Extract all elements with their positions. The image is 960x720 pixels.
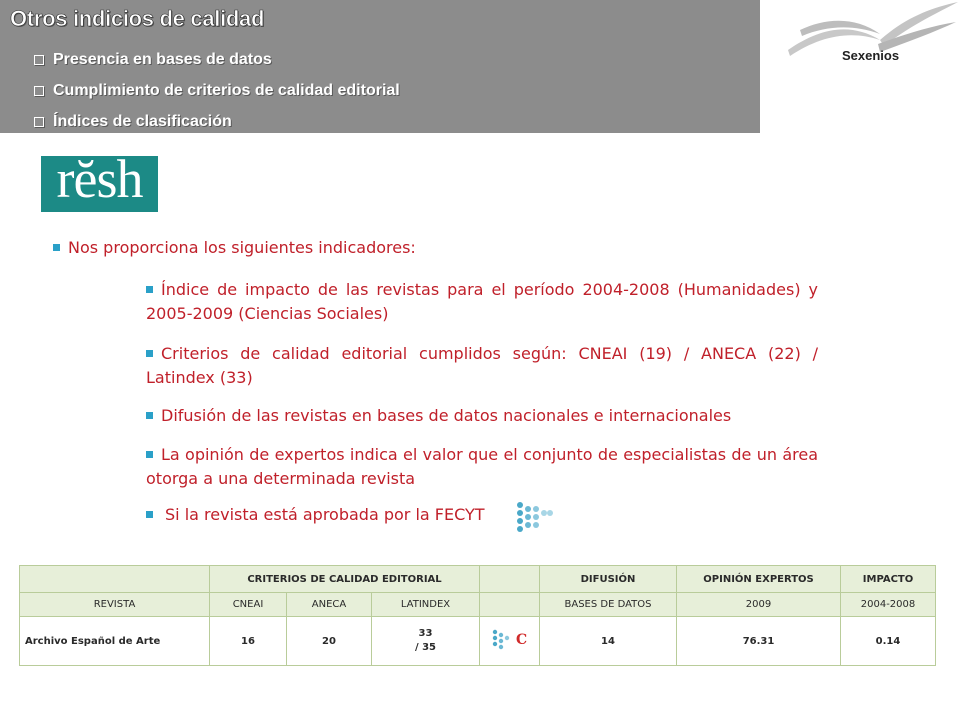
table-header-cell: DIFUSIÓN [540, 566, 677, 593]
checkbox-outline-icon [34, 55, 44, 65]
square-bullet-icon [146, 286, 153, 293]
indicator-text: Si la revista está aprobada por la FECYT [165, 505, 485, 524]
indicator-item [146, 404, 818, 428]
table-header-cell: REVISTA [20, 593, 210, 617]
square-bullet-icon [146, 511, 153, 518]
header-band [0, 0, 760, 133]
table-header-cell: ANECA [287, 593, 372, 617]
header-topic-list [34, 44, 400, 137]
table-cell-latindex [372, 617, 480, 666]
indicator-item [146, 443, 818, 491]
table-row [20, 617, 936, 666]
table-header-cell: 2004-2008 [841, 593, 936, 617]
table-header-cell: 2009 [677, 593, 841, 617]
latindex-value: 33 [418, 628, 433, 639]
table-header-cell: LATINDEX [372, 593, 480, 617]
checkbox-outline-icon [34, 117, 44, 127]
table-column-header-row [20, 593, 936, 617]
intro-line [53, 236, 416, 260]
table-header-cell [480, 593, 540, 617]
table-cell-cneai: 16 [210, 617, 287, 666]
page-title: Otros indicios de calidad [10, 6, 265, 31]
header-topic-item [34, 106, 400, 137]
table-group-header-row [20, 566, 936, 593]
square-bullet-icon [53, 244, 60, 251]
indicator-text: Difusión de las revistas en bases de datos nacionales e internacionales [161, 406, 732, 425]
square-bullet-icon [146, 350, 153, 357]
table-cell-bases: 14 [540, 617, 677, 666]
table-cell-aneca: 20 [287, 617, 372, 666]
header-topic-item [34, 44, 400, 75]
resh-logo [41, 149, 158, 212]
table-header-cell [480, 566, 540, 593]
indicator-text: Índice de impacto de las revistas para el período 2004-2008 (Humanidades) y 2005-2009 (Ciencias Sociales) [146, 280, 818, 323]
fecyt-logo-icon [492, 629, 510, 651]
table-header-cell [20, 566, 210, 593]
resh-logo-text: rĕsh [56, 149, 143, 209]
indicator-text: Criterios de calidad editorial cumplidos según: CNEAI (19) / ANECA (22) / Latindex (33) [146, 344, 818, 387]
indicator-item [146, 278, 818, 326]
square-bullet-icon [146, 412, 153, 419]
header-topic-item [34, 75, 400, 106]
table-header-cell: CNEAI [210, 593, 287, 617]
indicator-text: La opinión de expertos indica el valor que el conjunto de especialistas de un área otorga a una determinada revista [146, 445, 818, 488]
indicator-item [146, 503, 485, 527]
table-cell-fecyt [480, 617, 540, 666]
table-header-cell: CRITERIOS DE CALIDAD EDITORIAL [210, 566, 480, 593]
table-cell-impacto: 0.14 [841, 617, 936, 666]
checkbox-outline-icon [34, 86, 44, 96]
header-topic-label: Presencia en bases de datos [53, 50, 272, 68]
fecyt-logo-icon [515, 500, 555, 534]
latindex-total: / 35 [414, 642, 437, 653]
table-cell-opinion: 76.31 [677, 617, 841, 666]
table-header-cell: OPINIÓN EXPERTOS [677, 566, 841, 593]
intro-text: Nos proporciona los siguientes indicadores: [68, 238, 416, 257]
header-topic-label: Índices de clasificación [53, 112, 232, 130]
header-topic-label: Cumplimiento de criterios de calidad editorial [53, 81, 400, 99]
indicator-item [146, 342, 818, 390]
table-header-cell: BASES DE DATOS [540, 593, 677, 617]
journal-indicators-table [19, 565, 936, 666]
table-cell-revista: Archivo Español de Arte [20, 617, 210, 666]
table-header-cell: IMPACTO [841, 566, 936, 593]
square-bullet-icon [146, 451, 153, 458]
corner-label: Sexenios [842, 48, 900, 63]
fecyt-mark: C [515, 631, 528, 648]
